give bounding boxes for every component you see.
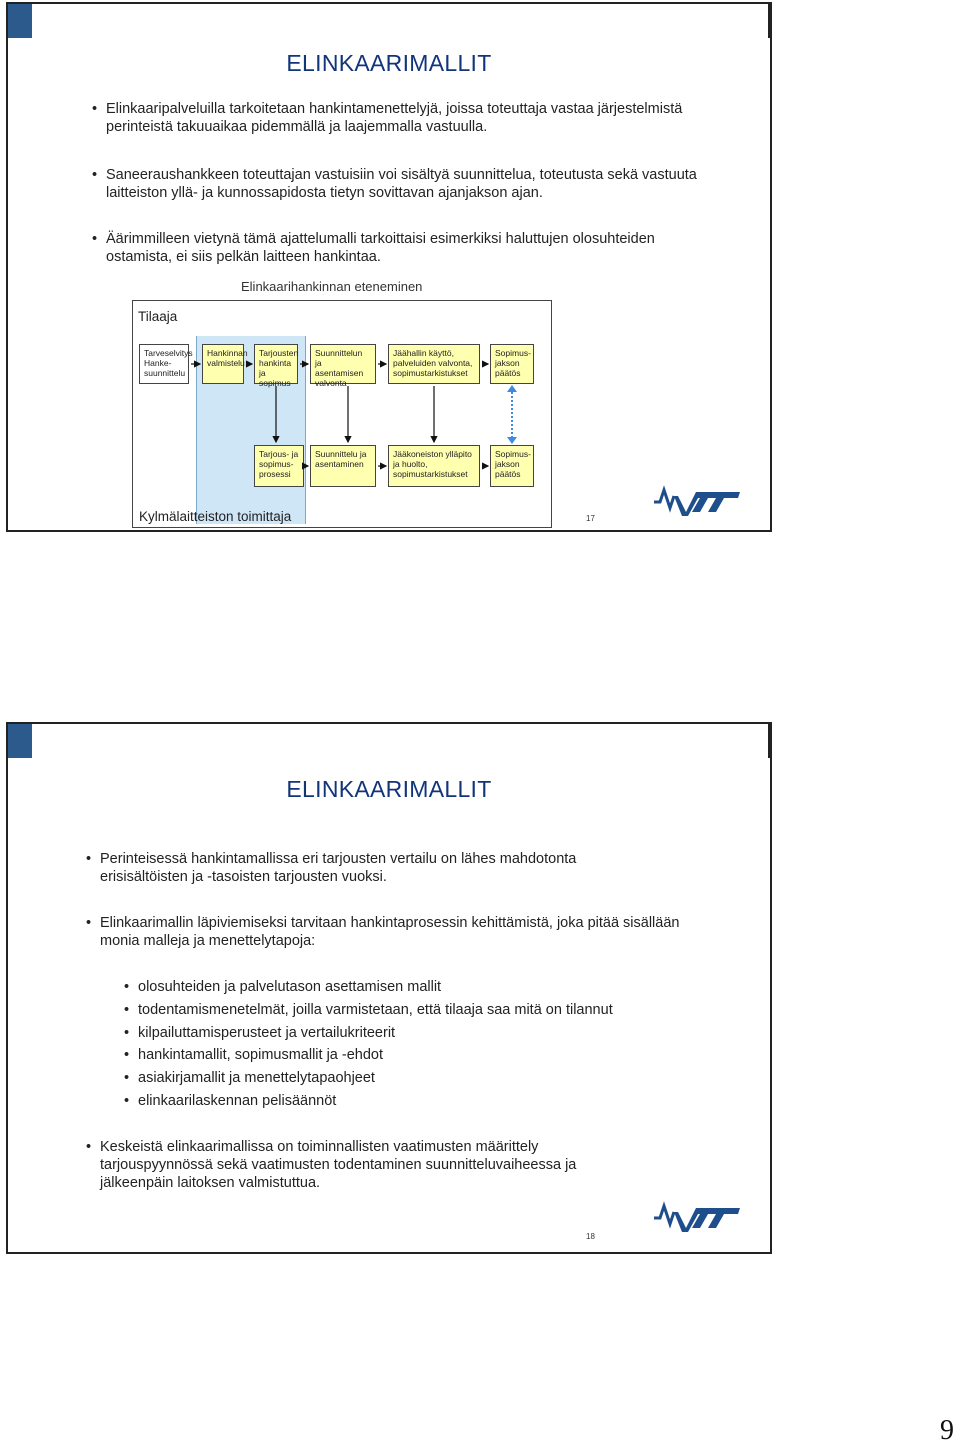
- slide-title: ELINKAARIMALLIT: [286, 776, 492, 802]
- supplier-label: Kylmälaitteiston toimittaja: [139, 509, 292, 524]
- sub-bullet-5: • asiakirjamallit ja menettelytapaohjeet: [124, 1070, 375, 1086]
- sub-bullet-2: • todentamismenetelmät, joilla varmistetaan, että tilaaja saa mitä on tilannut: [124, 1002, 613, 1018]
- vtt-logo: [652, 482, 742, 516]
- bullet-1: • Perinteisessä hankintamallissa eri tarjousten vertailu on lähes mahdotonta erisisältöisten ja -tasoisten tarjousten vuoksi.: [86, 851, 577, 885]
- sub-bullet-6: • elinkaarilaskennan pelisäännöt: [124, 1093, 337, 1109]
- supplier-box-tender: Tarjous- ja sopimus-prosessi: [254, 445, 304, 487]
- svg-text:VTT: VTT: [697, 480, 699, 481]
- bullet-3: • Keskeistä elinkaarimallissa on toiminnallisten vaatimusten määrittely tarjouspyynnössä sekä vaatimusten todentaminen suunnitteluvaiheessa ja jälkeenpäin laitoksen valmistuttua.: [86, 1139, 577, 1191]
- sub-bullet-4: • hankintamallit, sopimusmallit ja -ehdot: [124, 1047, 383, 1063]
- slide-page-number: 17: [586, 514, 595, 523]
- slide-header-bar: [8, 724, 770, 758]
- bullet-2: • Elinkaarimallin läpiviemiseksi tarvitaan hankintaprosessin kehittämistä, joka pitää sisällään monia malleja ja menettelytapoja:: [86, 915, 680, 949]
- sub-bullet-3: • kilpailuttamisperusteet ja vertailukriteerit: [124, 1025, 396, 1041]
- process-box-preparation: Hankinnan valmistelu: [202, 344, 244, 384]
- process-box-tendering: Tarjousten hankinta ja sopimus: [254, 344, 298, 384]
- document-page-number: 9: [940, 1415, 954, 1446]
- vtt-logo: [652, 1198, 742, 1232]
- process-box-needs: Tarveselvitys Hanke-suunnittelu: [139, 344, 189, 384]
- process-box-operation: Jäähallin käyttö, palveluiden valvonta, sopimustarkistukset: [388, 344, 480, 384]
- progress-label: Elinkaarihankinnan eteneminen: [241, 279, 423, 294]
- bullet-2: • Saneeraushankkeen toteuttajan vastuisiin voi sisältyä suunnittelua, toteutusta sekä vastuuta laitteiston yllä- ja kunnossapidosta tietyn sovittavan ajanjakson ajan.: [92, 167, 697, 201]
- process-box-contract-end: Sopimus-jakson päätös: [490, 344, 534, 384]
- slide-page-number: 18: [586, 1232, 595, 1241]
- slide-title: ELINKAARIMALLIT: [286, 50, 492, 76]
- supplier-box-installation: Suunnittelu ja asentaminen: [310, 445, 376, 487]
- bullet-3: • Äärimmilleen vietynä tämä ajattelumalli tarkoittaisi esimerkiksi haluttujen olosuhteiden ostamista, ei siis pelkän laitteen hankintaa.: [92, 231, 655, 265]
- client-label: Tilaaja: [138, 309, 178, 324]
- slide-17: [6, 2, 772, 532]
- sub-bullet-1: • olosuhteiden ja palvelutason asettamisen mallit: [124, 979, 442, 995]
- process-box-design-supervision: Suunnittelun ja asentamisen valvonta: [310, 344, 376, 384]
- process-connectors: [8, 4, 774, 534]
- supplier-box-contract-end: Sopimus-jakson päätös: [490, 445, 534, 487]
- slide-18: [6, 722, 772, 1254]
- supplier-box-maintenance: Jääkoneiston ylläpito ja huolto, sopimustarkistukset: [388, 445, 480, 487]
- bullet-1: • Elinkaaripalveluilla tarkoitetaan hankintamenettelyjä, joissa toteuttaja vastaa järjestelmistä perinteistä takuuaikaa pidemmällä ja laajemmalla vastuulla.: [92, 101, 683, 135]
